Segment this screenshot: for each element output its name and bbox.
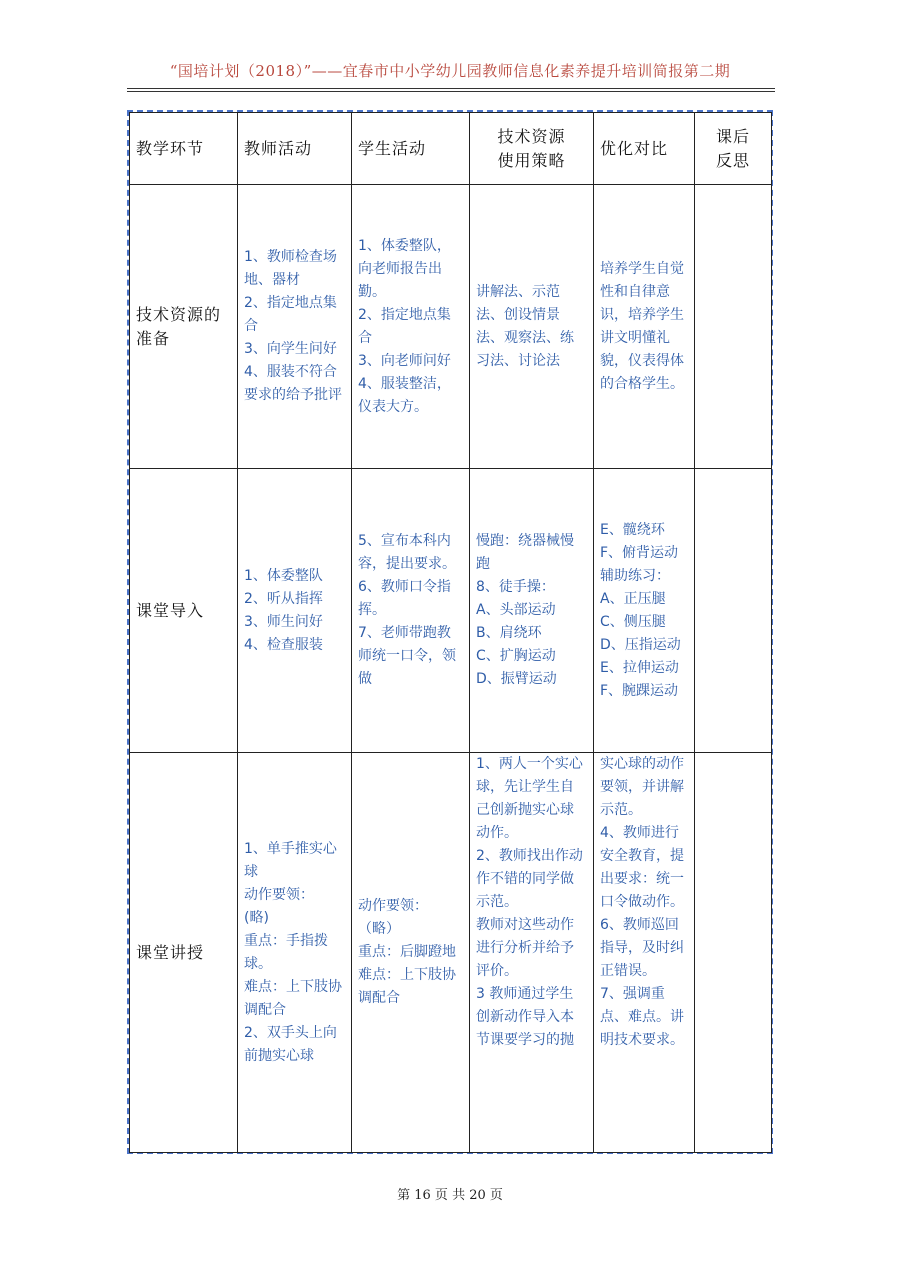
header-cell-student: 学生活动 [352,113,470,185]
header-cell-reflect: 课后 反思 [695,113,772,185]
table-row [130,753,772,1153]
page-header: “国培计划（2018）”——宜春市中小学幼儿园教师信息化素养提升培训简报第二期 [169,62,731,80]
tech-cell: 讲解法、示范法、创设情景法、观察法、练习法、讨论法 [470,185,594,469]
page-footer: 第 16 页 共 20 页 [397,1188,503,1203]
lesson-plan-table [129,112,772,1153]
lesson-table-frame [127,110,773,1154]
table-header-row [130,113,772,185]
tech-cell: 1、两人一个实心球，先让学生自己创新抛实心球动作。 2、教师找出作动作不错的同学做示范。 教师对这些动作进行分析并给予评价。 3 教师通过学生创新动作导入本节课要学习的抛 [470,753,594,1153]
student-cell: 动作要领： （略） 重点：后脚蹬地 难点：上下肢协调配合 [352,753,470,1153]
teacher-cell: 1、单手推实心球 动作要领： (略) 重点：手指拨球。 难点：上下肢协调配合 2、双手头上向前抛实心球 [238,753,352,1153]
section-cell: 课堂导入 [130,469,238,753]
table-row [130,469,772,753]
teacher-cell: 1、体委整队 2、听从指挥 3、师生问好 4、检查服装 [238,469,352,753]
student-cell: 5、宣布本科内容，提出要求。 6、教师口令指挥。 7、老师带跑教师统一口令，领做 [352,469,470,753]
reflect-cell [695,185,772,469]
teacher-cell: 1、教师检查场地、器材 2、指定地点集合 3、向学生问好 4、服装不符合要求的给予批评 [238,185,352,469]
header-cell-tech: 技术资源 使用策略 [470,113,594,185]
tech-cell: 慢跑：绕器械慢跑 8、徒手操： A、头部运动 B、肩绕环 C、扩胸运动 D、振臂运动 [470,469,594,753]
table-row [130,185,772,469]
reflect-cell [695,753,772,1153]
header-divider [127,88,775,92]
section-cell: 课堂讲授 [130,753,238,1153]
optimize-cell: 实心球的动作要领，并讲解示范。 4、教师进行安全教育，提出要求：统一口令做动作。 6、教师巡回指导，及时纠正错误。 7、强调重点、难点。讲明技术要求。 [594,753,695,1153]
optimize-cell: E、髋绕环 F、俯背运动 辅助练习： A、正压腿 C、侧压腿 D、压指运动 E、拉伸运动 F、腕踝运动 [594,469,695,753]
header-cell-teacher: 教师活动 [238,113,352,185]
optimize-cell: 培养学生自觉性和自律意识，培养学生讲文明懂礼貌，仪表得体的合格学生。 [594,185,695,469]
student-cell: 1、体委整队，向老师报告出勤。 2、指定地点集合 3、向老师问好 4、服装整洁，仪表大方。 [352,185,470,469]
reflect-cell [695,469,772,753]
header-cell-stage: 教学环节 [130,113,238,185]
header-cell-optimize: 优化对比 [594,113,695,185]
section-cell: 技术资源的 准备 [130,185,238,469]
